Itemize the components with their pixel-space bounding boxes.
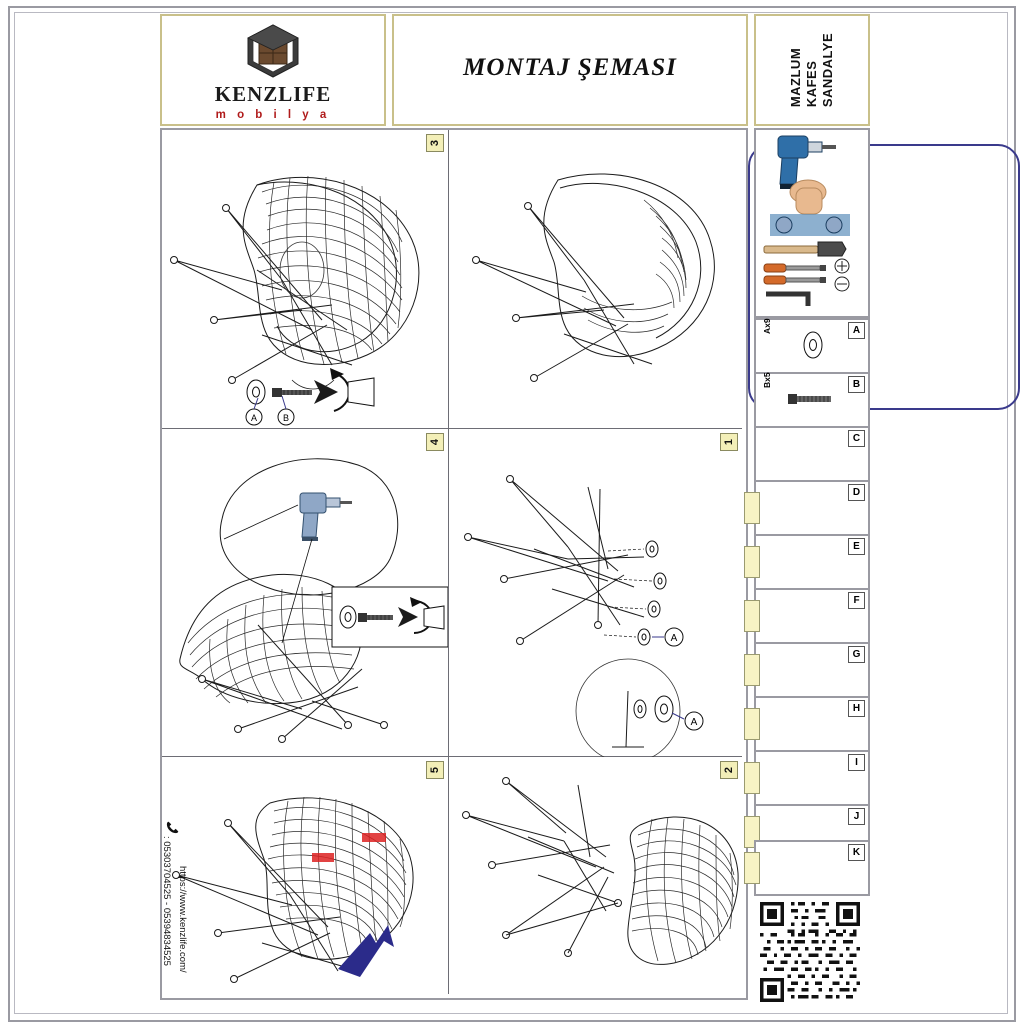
panel-detail-highlight — [448, 130, 742, 428]
step-3-illustration — [162, 130, 448, 428]
panel-step-3 — [162, 130, 448, 428]
model-line-1: MAZLUM — [788, 47, 803, 108]
part-letter-j: J — [848, 808, 865, 825]
svg-text:A: A — [690, 717, 698, 728]
wrench-set-icon — [770, 214, 850, 236]
screw-icon — [786, 384, 842, 414]
part-row-b — [754, 372, 870, 428]
part-letter-c: C — [848, 430, 865, 447]
part-tab-d — [744, 492, 760, 524]
step-number-5: 5 — [426, 761, 444, 779]
part-tab-h — [744, 708, 760, 740]
panel-step-4 — [162, 429, 448, 757]
part-tab-k — [744, 852, 760, 884]
part-letter-f: F — [848, 592, 865, 609]
part-letter-a: A — [848, 322, 865, 339]
panel-step-5 — [162, 757, 448, 995]
detail-zoom-circle — [576, 659, 680, 757]
model-line-3: SANDALYE — [820, 32, 835, 108]
part-tab-f — [744, 600, 760, 632]
tools-box — [754, 128, 870, 318]
screw-detail-box — [332, 587, 448, 647]
model-name-box — [754, 14, 870, 126]
part-row-i — [754, 750, 870, 806]
step-4-illustration — [162, 429, 448, 757]
part-row-c — [754, 426, 870, 482]
step-number-3: 3 — [426, 134, 444, 152]
part-letter-d: D — [848, 484, 865, 501]
model-line-2: KAFES — [804, 60, 819, 108]
part-row-e — [754, 534, 870, 590]
marker-red-1 — [312, 853, 334, 862]
part-qty-b: Bx5 — [762, 372, 772, 388]
detail-illustration — [448, 130, 742, 428]
hardware-callout-group — [246, 368, 374, 425]
brand-subtitle: m o b i l y a — [215, 109, 331, 121]
contact-phone: : 05303704525 - 05394834525 — [161, 836, 172, 966]
hand-icon — [790, 180, 826, 214]
washer-icon — [790, 330, 836, 360]
part-tab-i — [744, 762, 760, 794]
instruction-grid — [160, 128, 748, 1000]
part-letter-i: I — [848, 754, 865, 771]
marker-red-2 — [362, 833, 386, 842]
screwdriver-icon — [764, 264, 826, 272]
page-title: MONTAJ ŞEMASI — [463, 54, 677, 81]
drill-icon — [300, 493, 352, 541]
plus-head-icon — [835, 259, 849, 273]
svg-text:B: B — [282, 413, 290, 423]
contact-website: https://www.kenzlife.com/ — [177, 866, 188, 973]
arrow-up-icon — [338, 925, 394, 977]
step-number-2: 2 — [720, 761, 738, 779]
part-row-k — [754, 840, 870, 896]
hexagon-logo-icon — [242, 22, 304, 80]
part-tab-g — [744, 654, 760, 686]
phillips-screwdriver-icon — [764, 276, 826, 284]
contact-block — [162, 818, 196, 1018]
tools-illustration — [756, 130, 864, 312]
part-letter-k: K — [848, 844, 865, 861]
part-letter-b: B — [848, 376, 865, 393]
step-1-illustration — [448, 429, 742, 757]
allen-key-icon — [766, 294, 808, 306]
brand-name: KENZLIFE — [214, 82, 332, 106]
svg-text:A: A — [250, 413, 258, 423]
part-row-h — [754, 696, 870, 752]
sheet-title-box — [392, 14, 748, 126]
part-letter-e: E — [848, 538, 865, 555]
panel-step-2 — [448, 757, 742, 995]
hammer-icon — [764, 242, 846, 256]
part-letter-h: H — [848, 700, 865, 717]
brand-logo-box — [160, 14, 386, 126]
model-name-text — [788, 33, 836, 107]
step-5-illustration — [162, 757, 448, 995]
part-tab-e — [744, 546, 760, 578]
step-number-1: 1 — [720, 433, 738, 451]
qr-code[interactable] — [760, 902, 860, 1002]
flat-head-icon — [835, 277, 849, 291]
part-letter-g: G — [848, 646, 865, 663]
step-number-4: 4 — [426, 433, 444, 451]
part-row-g — [754, 642, 870, 698]
svg-text:A: A — [670, 633, 678, 644]
part-qty-a: Ax9 — [762, 318, 772, 334]
step-2-illustration — [448, 757, 742, 995]
part-row-a — [754, 318, 870, 374]
part-row-f — [754, 588, 870, 644]
phone-icon — [166, 820, 180, 834]
panel-step-1 — [448, 429, 742, 757]
part-row-d — [754, 480, 870, 536]
